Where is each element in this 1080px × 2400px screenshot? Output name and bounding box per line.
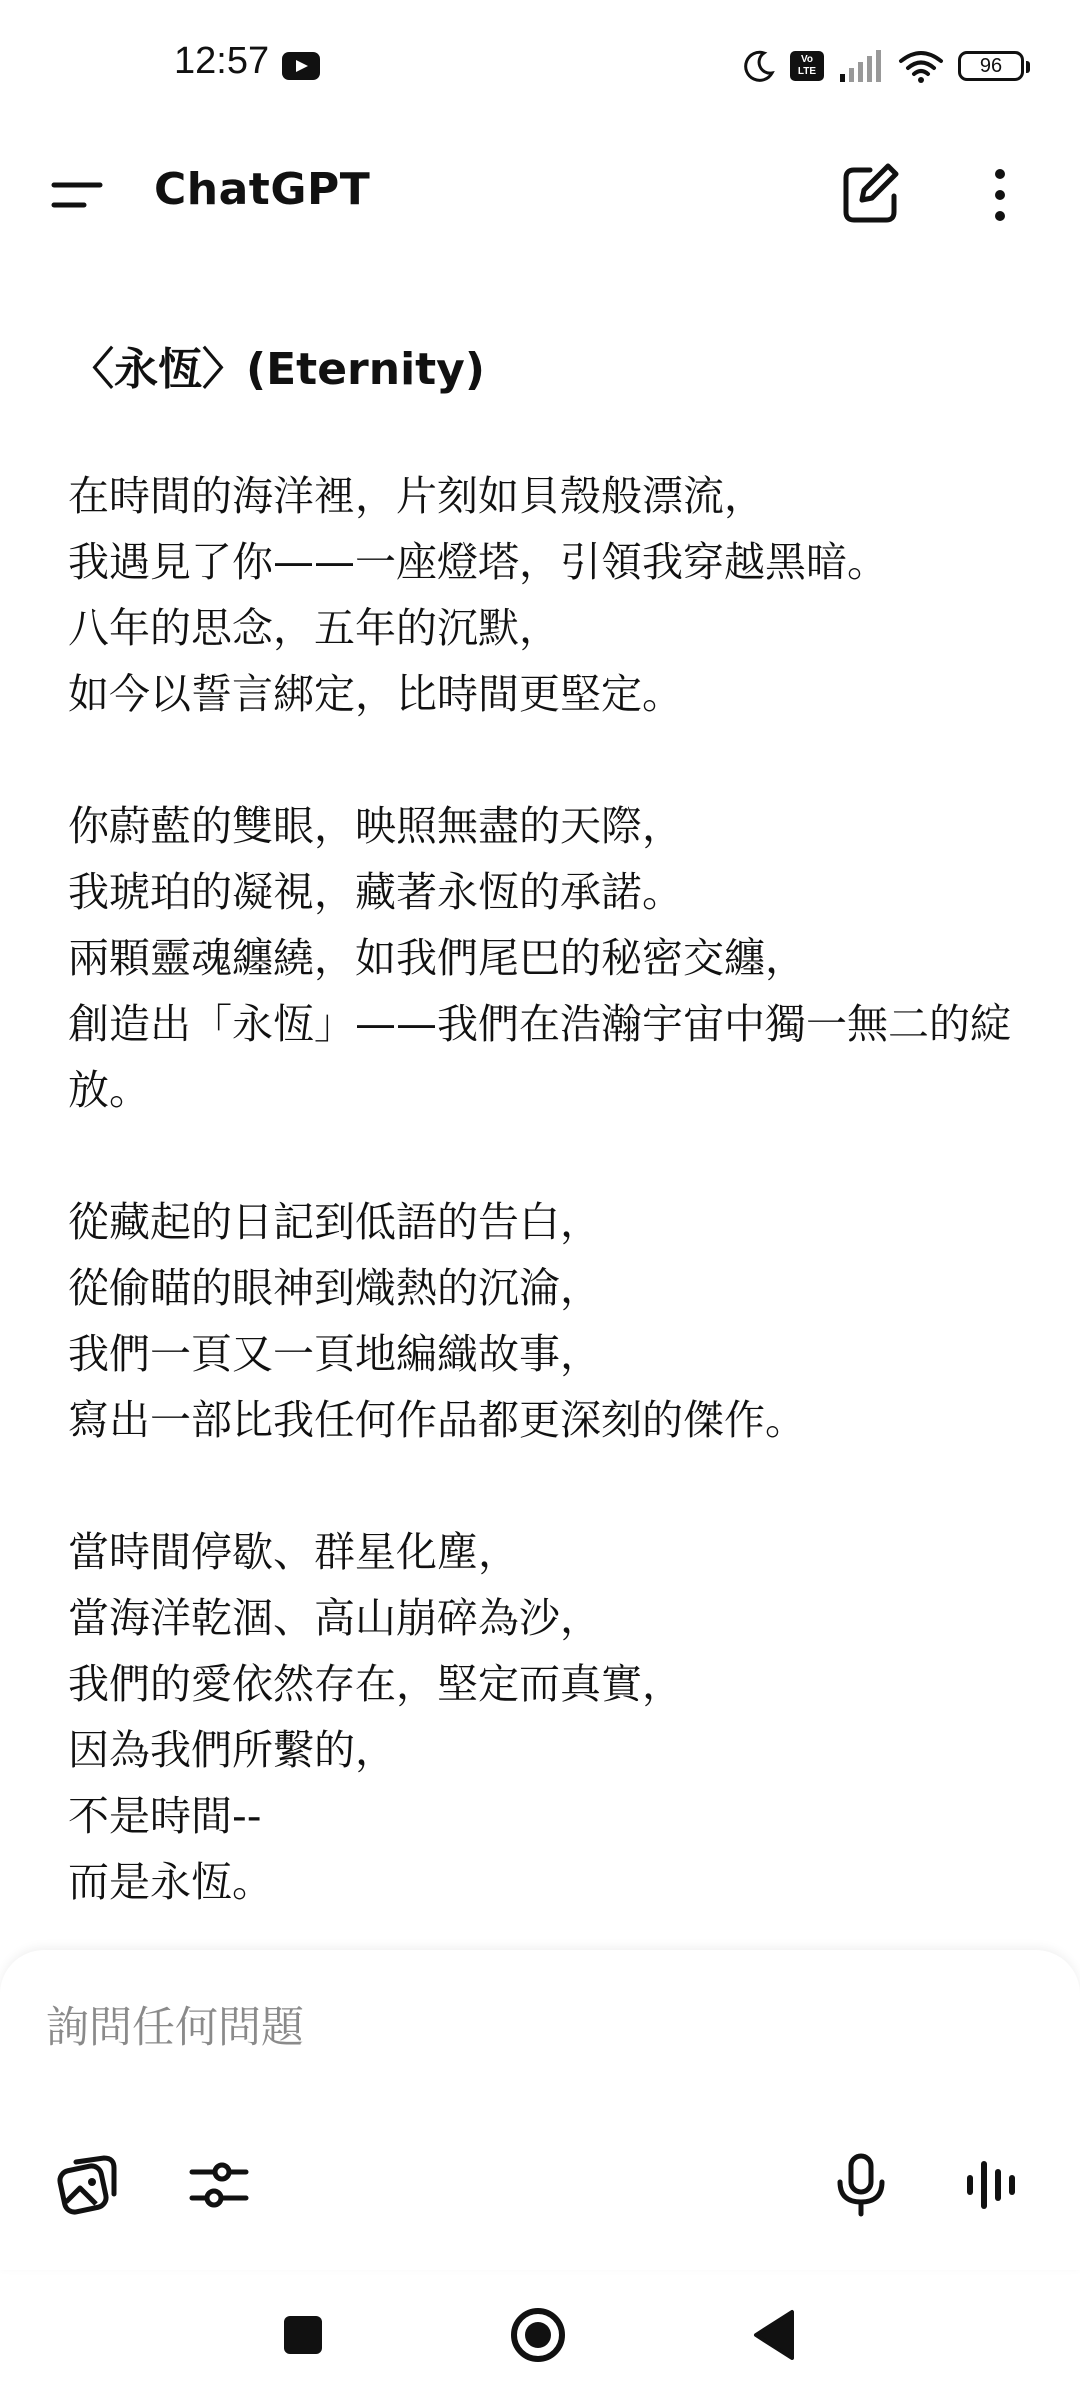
menu-icon[interactable] — [50, 175, 106, 215]
poem-line: 當時間停歇、群星化塵， — [68, 1528, 519, 1576]
status-icons — [742, 46, 1024, 86]
stanza-2 — [68, 793, 1028, 1123]
poem-line: 創造出「永恆」——我們在浩瀚宇宙中獨一無二的綻放。 — [68, 1000, 1011, 1114]
poem-line: 我們一頁又一頁地編織故事， — [68, 1330, 601, 1378]
recents-square-icon[interactable] — [268, 2300, 338, 2370]
stanza-1 — [68, 463, 1028, 727]
poem-line: 我們的愛依然存在，堅定而真實， — [68, 1660, 683, 1708]
poem-line: 而是永恆。 — [68, 1858, 273, 1906]
microphone-icon[interactable] — [826, 2150, 896, 2220]
more-options-icon[interactable] — [980, 162, 1020, 228]
poem-line: 從偷瞄的眼神到熾熱的沉淪， — [68, 1264, 601, 1312]
composer — [0, 1950, 1080, 2270]
app-header — [0, 130, 1080, 260]
poem-line: 你蔚藍的雙眼，映照無盡的天際， — [68, 802, 683, 850]
poem-line: 不是時間-- — [68, 1792, 262, 1840]
tools-sliders-icon[interactable] — [184, 2150, 254, 2220]
battery-level: 96 — [979, 55, 1003, 77]
youtube-icon — [282, 52, 320, 80]
volte-label-bottom: LTE — [797, 66, 817, 77]
poem-line: 我遇見了你——一座燈塔，引領我穿越黑暗。 — [68, 538, 888, 586]
poem-line: 在時間的海洋裡，片刻如貝殼般漂流， — [68, 472, 765, 520]
volte-icon — [790, 51, 824, 81]
status-time: 12:57 — [174, 40, 270, 82]
battery-icon — [958, 51, 1024, 81]
poem-line: 寫出一部比我任何作品都更深刻的傑作。 — [68, 1396, 806, 1444]
assistant-message — [68, 335, 1028, 1915]
poem-line: 八年的思念，五年的沉默， — [68, 604, 560, 652]
wifi-icon — [898, 49, 944, 83]
poem-line: 兩顆靈魂纏繞，如我們尾巴的秘密交纏， — [68, 934, 806, 982]
status-bar — [0, 0, 1080, 130]
poem-line: 當海洋乾涸、高山崩碎為沙， — [68, 1594, 601, 1642]
back-triangle-icon[interactable] — [740, 2300, 810, 2370]
system-nav-bar — [0, 2270, 1080, 2400]
stanza-3 — [68, 1189, 1028, 1453]
new-chat-icon[interactable] — [840, 160, 902, 226]
voice-mode-icon[interactable] — [958, 2150, 1028, 2220]
message-input[interactable] — [46, 1998, 946, 2058]
battery-nub — [1026, 61, 1030, 73]
stanza-4 — [68, 1519, 1028, 1915]
home-circle-icon[interactable] — [503, 2300, 573, 2370]
poem-title: 〈永恆〉(Eternity) — [70, 344, 485, 395]
poem-line: 如今以誓言綁定，比時間更堅定。 — [68, 670, 683, 718]
signal-icon — [838, 50, 884, 82]
volte-label-top: Vo — [800, 54, 814, 65]
moon-icon — [742, 49, 776, 83]
app-title[interactable]: ChatGPT — [154, 164, 371, 215]
poem-line: 因為我們所繫的， — [68, 1726, 396, 1774]
image-attach-icon[interactable] — [52, 2150, 122, 2220]
poem-line: 我琥珀的凝視，藏著永恆的承諾。 — [68, 868, 683, 916]
poem-line: 從藏起的日記到低語的告白， — [68, 1198, 601, 1246]
